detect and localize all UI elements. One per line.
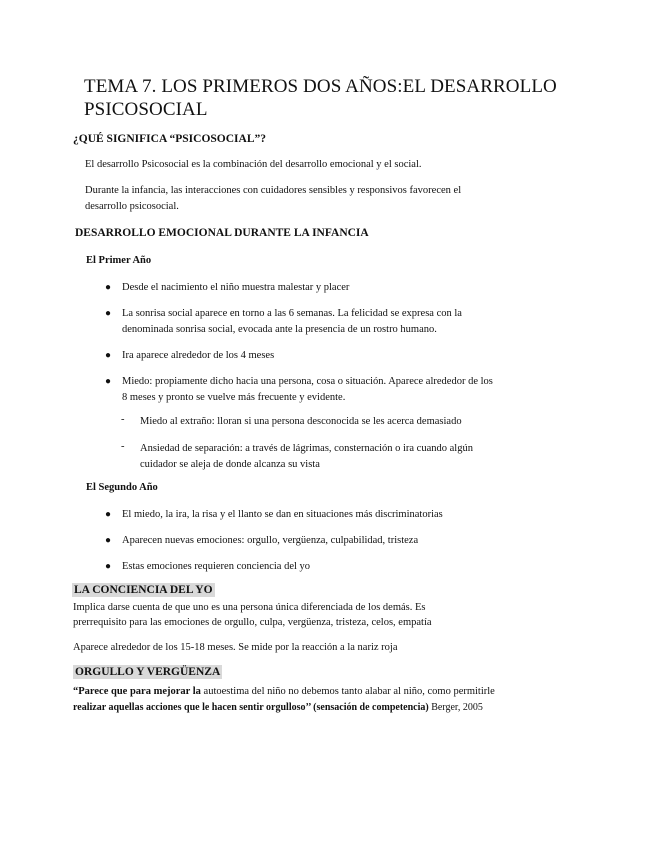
list-item-segundo-anio-2: Aparecen nuevas emociones: orgullo, vergüenza, culpabilidad, tristeza bbox=[122, 535, 419, 546]
bullet-icon: ● bbox=[105, 350, 112, 361]
list-item-primer-anio-2-line-2: denominada sonrisa social, evocada ante la presencia de un rostro humano. bbox=[122, 324, 437, 335]
paragraph-psicosocial-definition: El desarrollo Psicosocial es la combinación del desarrollo emocional y el social. bbox=[85, 159, 422, 170]
list-item-primer-anio-1: Desde el nacimiento el niño muestra malestar y placer bbox=[122, 282, 350, 293]
list-item-primer-anio-4-line-1: Miedo: propiamente dicho hacia una persona, cosa o situación. Aparece alrededor de los bbox=[122, 376, 493, 387]
heading-desarrollo-emocional: DESARROLLO EMOCIONAL DURANTE LA INFANCIA bbox=[75, 227, 369, 239]
list-item-segundo-anio-3: Estas emociones requieren conciencia del yo bbox=[122, 561, 311, 572]
quote-line-1-rest: autoestima del niño no debemos tanto alabar al niño, como permitirle bbox=[200, 686, 495, 697]
list-item-primer-anio-4-line-2: 8 meses y pronto se vuelve más frecuente y evidente. bbox=[122, 392, 346, 403]
quote-line-2-bold: realizar aquellas acciones que le hacen sentir orgulloso’’ (sensación de competencia) bbox=[73, 702, 429, 713]
paragraph-conciencia-yo-line-1: Implica darse cuenta de que uno es una persona única diferenciada de los demás. Es bbox=[73, 602, 426, 613]
heading-conciencia-yo: LA CONCIENCIA DEL YO bbox=[74, 584, 213, 596]
list-item-primer-anio-2-line-1: La sonrisa social aparece en torno a las 6 semanas. La felicidad se expresa con la bbox=[122, 308, 462, 319]
quote-line-2 bbox=[73, 700, 483, 716]
sublist-item-ansiedad-line-2: cuidador se aleja de donde alcanza su vista bbox=[140, 459, 320, 470]
heading-conciencia-yo-wrap bbox=[72, 584, 215, 596]
bullet-icon: ● bbox=[105, 509, 112, 520]
quote-line-2-citation: Berger, 2005 bbox=[428, 702, 483, 713]
list-item-segundo-anio-1: El miedo, la ira, la risa y el llanto se dan en situaciones más discriminatorias bbox=[122, 509, 443, 520]
sublist-item-ansiedad-line-1: Ansiedad de separación: a través de lágrimas, consternación o ira cuando algún bbox=[140, 443, 473, 454]
bullet-icon: ● bbox=[105, 282, 112, 293]
dash-icon: - bbox=[121, 441, 125, 452]
bullet-icon: ● bbox=[105, 535, 112, 546]
heading-orgullo-wrap bbox=[73, 666, 222, 678]
bullet-icon: ● bbox=[105, 308, 112, 319]
list-item-primer-anio-3: Ira aparece alrededor de los 4 meses bbox=[122, 350, 275, 361]
paragraph-conciencia-yo-line-2: prerrequisito para las emociones de orgullo, culpa, vergüenza, tristeza, celos, empatía bbox=[73, 617, 432, 628]
quote-line-1-bold: “Parece que para mejorar la bbox=[73, 686, 201, 697]
paragraph-conciencia-yo-aparicion: Aparece alrededor de los 15-18 meses. Se mide por la reacción a la nariz roja bbox=[73, 642, 398, 653]
page-title-line-2: PSICOSOCIAL bbox=[84, 99, 208, 120]
quote-line-1 bbox=[73, 684, 495, 700]
heading-orgullo-verguenza: ORGULLO Y VERGÜENZA bbox=[75, 666, 221, 678]
heading-segundo-anio: El Segundo Año bbox=[86, 482, 158, 493]
page-title-line-1: TEMA 7. LOS PRIMEROS DOS AÑOS:EL DESARROLLO bbox=[84, 76, 557, 97]
paragraph-psicosocial-infancia-line-1: Durante la infancia, las interacciones con cuidadores sensibles y responsivos favorecen el bbox=[85, 185, 462, 196]
sublist-item-miedo-extrano: Miedo al extraño: lloran si una persona desconocida se les acerca demasiado bbox=[140, 416, 462, 427]
dash-icon: - bbox=[121, 414, 125, 425]
bullet-icon: ● bbox=[105, 376, 112, 387]
heading-primer-anio: El Primer Año bbox=[86, 255, 152, 266]
bullet-icon: ● bbox=[105, 561, 112, 572]
paragraph-psicosocial-infancia-line-2: desarrollo psicosocial. bbox=[85, 201, 179, 212]
heading-psicosocial: ¿QUÉ SIGNIFICA “PSICOSOCIAL”? bbox=[73, 133, 266, 145]
